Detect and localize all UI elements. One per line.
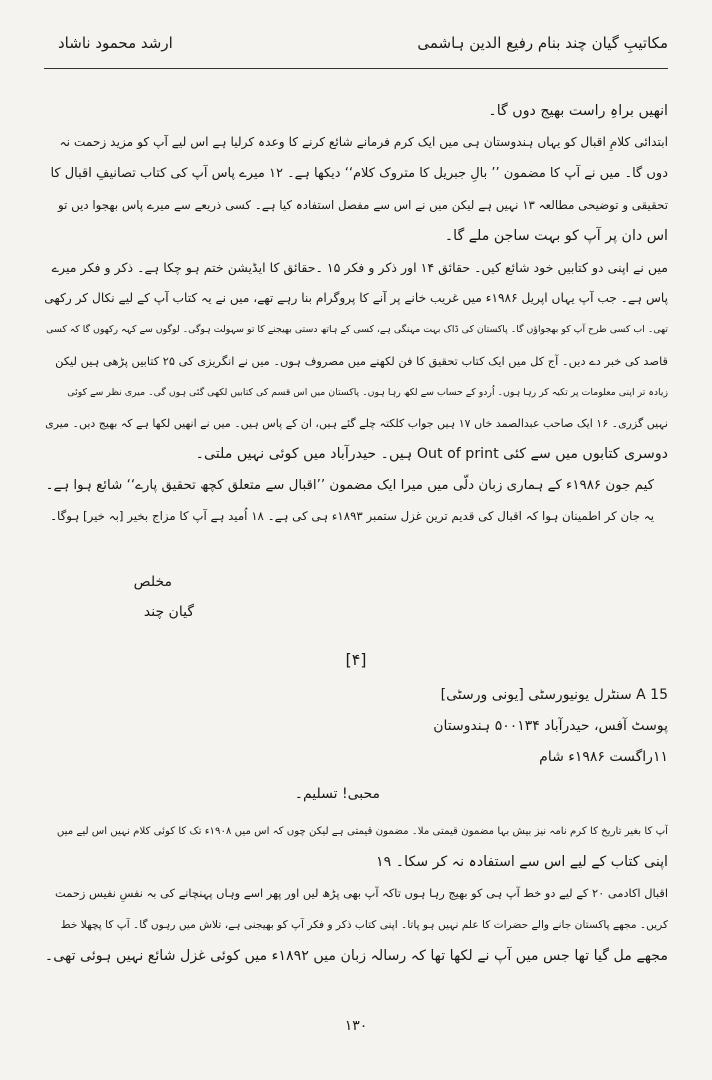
text-line: اپنی کتاب کے لیے اس سے استفادہ نہ کر سکا۔ ۱۹: [376, 854, 668, 871]
closing: مخلص: [133, 574, 172, 590]
signature: گیان چند: [143, 604, 194, 620]
text-line: نہیں گزری۔ ۱۶ ایک صاحب عبدالصمد خاں ۱۷ ہیں جواب کلکتہ چلے گئے ہیں، ان کے پاس ہیں۔ میں نے انھیں لکھا ہے کہ بھیج دیں۔ میری: [45, 416, 668, 430]
text-line: میں نے اپنی دو کتابیں خود شائع کیں۔ حقائق ۱۴ اور ذکر و فکر ۱۵ ۔حقائق کا ایڈیشن ختم ہو چکا ہے۔ ذکر و فکر میرے: [51, 259, 668, 275]
running-author: ارشد محمود ناشاد: [58, 34, 173, 52]
salutation: محبی! تسلیم۔: [294, 786, 380, 802]
text-line: تحقیقی و توضیحی مطالعہ ۱۳ نہیں ہے لیکن میں نے اس سے مفصل استفادہ کیا ہے۔ کسی ذریعے سے میرے پاس بھجوا دیں تو: [58, 197, 668, 212]
text-line: قاصد کی خبر دے دیں۔ آج کل میں ایک کتاب تحقیق کا فن لکھنے میں مصروف ہوں۔ میں نے انگریزی کی ۲۵ کتابیں پڑھی ہیں لیکن: [55, 353, 668, 368]
running-title: مکاتیبِ گیان چند بنام رفیع الدین ہاشمی: [417, 34, 668, 52]
letter-b-address: [44, 680, 668, 774]
text-line: دوں گا۔ میں نے آپ کا مضمون ’’ بالِ جبریل کا متروک کلام‘‘ دیکھا ہے۔ ۱۲ میرے پاس آپ کی کتاب تصانیفِ اقبال کا: [50, 166, 668, 182]
letter-a-body: [44, 96, 668, 533]
section-number: [۴]: [345, 650, 367, 669]
text-line: پاس ہے۔ جب آپ یہاں اپریل ۱۹۸۶ء میں غریب خانے پر آنے کا پروگرام بنا رہے تھے، میں نے یہ کتاب آپ کے لیے نکال کر رکھی: [44, 291, 668, 306]
text-line: اس دان پر آپ کو بہت ساجن ملے گا۔: [444, 227, 668, 244]
text-line: دوسری کتابوں میں سے کئی Out of print ہیں۔ حیدرآباد میں کوئی نہیں ملتی۔: [195, 446, 668, 463]
text-line: تھی۔ اب کسی طرح آپ کو بھجواؤں گا۔ پاکستان کی ڈاک بہت مہنگی ہے، کسی کے ہاتھ دستی بھیجنے کا تو سہولت ہوگی۔ لوگوں سے کہہ رکھوں گا کہ کسی: [46, 324, 668, 336]
letter-b-body: [44, 816, 668, 972]
text-line: کریں۔ مجھے پاکستان جانے والے حضرات کا علم نہیں ہو پاتا۔ اپنی کتاب ذکر و فکر آپ کو بھیجنی ہے، تلاش میں رہوں گا۔ آپ کا پچھلا خط: [60, 918, 668, 931]
address-line: A 15 سنٹرل یونیورسٹی [یونی ورسٹی]: [440, 687, 668, 703]
text-line: انھیں براہِ راست بھیج دوں گا۔: [488, 103, 668, 119]
page-number: ۱۳۰: [344, 1018, 368, 1034]
text-line: کیم جون ۱۹۸۶ء کے ہماری زبان دلّی میں میرا ایک مضمون ’’اقبال سے متعلق کچھ تحقیق پارے‘‘ شائع ہوا ہے۔: [45, 478, 654, 494]
header-rule: [44, 68, 668, 69]
text-line: ابتدائی کلامِ اقبال کو یہاں ہندوستان ہی میں ایک کرم فرمانے شائع کرنے کا وعدہ کرلیا ہے اس لیے آپ کو مزید زحمت نہ: [59, 135, 668, 150]
address-line: پوسٹ آفس، حیدرآباد ۵۰۰۱۳۴ ہندوستان: [433, 718, 668, 735]
address-line: ۱۱راگست ۱۹۸۶ء شام: [539, 749, 668, 766]
text-line: مجھے مل گیا تھا جس میں آپ نے لکھا تھا کہ رسالہ زبان میں ۱۸۹۲ء میں کوئی غزل شائع نہیں ہوئی تھی۔: [44, 947, 668, 964]
text-line: یہ جان کر اطمینان ہوا کہ اقبال کی قدیم ترین غزل ستمبر ۱۸۹۳ء ہی کی ہے۔ ۱۸ اُمید ہے آپ کا مزاج بخیر [بہ خیر] ہوگا۔: [50, 509, 654, 524]
text-line: اقبال اکادمی ۲۰ کے لیے دو خط آپ ہی کو بھیج رہا ہوں تاکہ آپ بھی پڑھ لیں اور پھر اسے وہاں پہنچانے کی بہ نفسِ نفیس زحمت: [55, 886, 668, 901]
text-line: زیادہ تر اپنی معلومات پر تکیہ کر رہا ہوں۔ اُردو کے حساب سے لکھ رہا ہوں۔ پاکستان میں اس قسم کی کتابیں لکھی گئی ہوں گی۔ میری نظر سے کوئی: [67, 386, 668, 398]
text-line: آپ کا بغیر تاریخ کا کرم نامہ نیز بیش بہا مضمون قیمتی ملا۔ مضمون قیمتی ہے لیکن چوں کہ اس میں ۱۹۰۸ء تک کا کوئی کلام نہیں اس لیے میں: [56, 826, 668, 837]
